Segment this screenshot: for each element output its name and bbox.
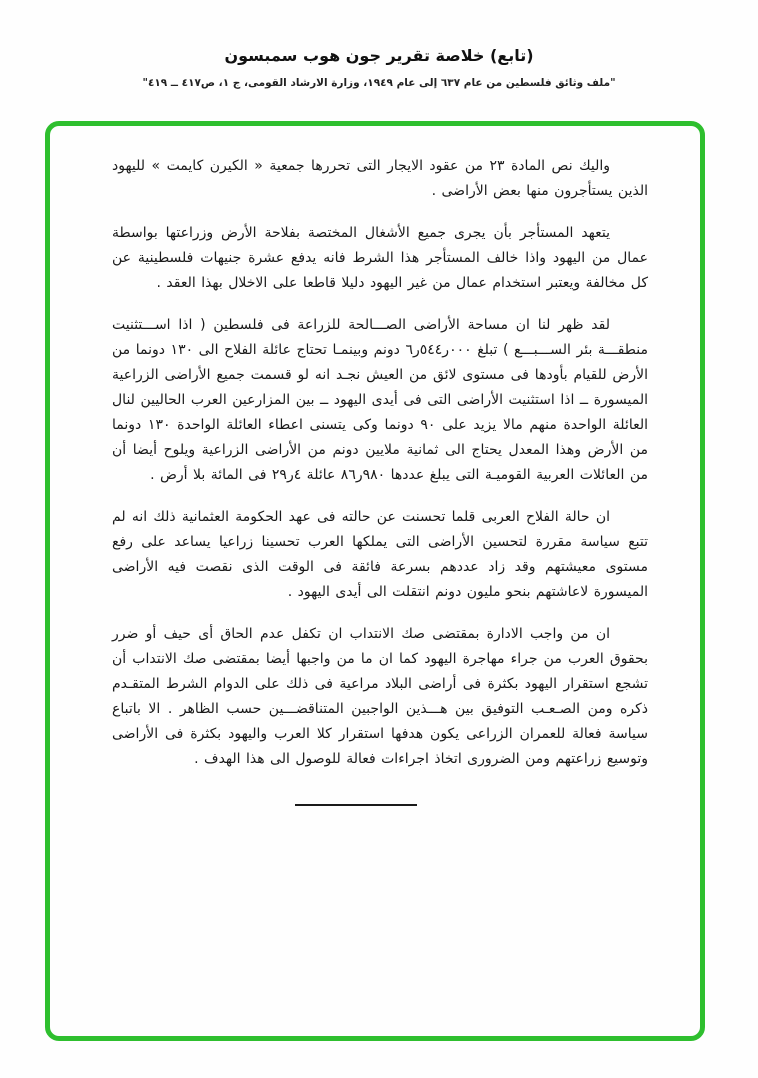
paragraph-mandate-duty: ان من واجب الادارة بمقتضى صك الانتداب ان تكفل عدم الحاق أى حيف أو ضرر بحقوق العرب من جراء مهاجرة اليهود كما ان ما من واجبها أيضا بمقتضى صك الانتداب أن تشجع استقرار اليهود بكثرة فى أراضى البلاد مراعية فى ذلك على الدوام الشرط المتقـدم ذكره ومن الصـعـب التوفيق بين هـــذين الواجبين المتناقضـــين حسب الظاهر . الا باتباع سياسة فعالة للعمران الزراعى يكون هدفها استقرار كلا العرب واليهود بكثرة فى الأراضى وتوسيع زراعتهم ومن الضرورى اتخاذ اجراءات فعالة للوصول الى هذا الهدف .: [112, 626, 648, 767]
source-citation: "ملف وثائق فلسطين من عام ٦٣٧ إلى عام ١٩٤٩، وزارة الارشاد القومى، ج ١، ص٤١٧ ــ ٤١٩": [142, 77, 616, 89]
document-title: (تابع) خلاصة تقرير جون هوب سمبسون: [224, 46, 534, 65]
end-divider: [295, 804, 417, 806]
paragraph-tenant-pledge: يتعهد المستأجر بأن يجرى جميع الأشغال المختصة بفلاحة الأرض وزراعتها بواسطة عمال من اليهود واذا خالف المستأجر هذا الشرط فانه يدفع عشرة جنيهات فلسطينية عن كل مخالفة ويعتبر استخدام عمال من غير اليهود دليلا قاطعا على الاخلال بهذا العقد .: [112, 225, 648, 291]
body-text: [50, 126, 700, 806]
paragraph-arable-land-area: لقد ظهر لنا ان مساحة الأراضى الصـــالحة للزراعة فى فلسطين ( اذا اســـتثنيت منطقـــة بئر الســـبـــع ) تبلغ ٠٠٠ر٥٤٤ر٦ دونم وبينمـا تحتاج عائلة الفلاح الى ١٣٠ دونما من الأرض للقيام بأودها فى مستوى لائق من العيش نجـد انه لو قسمت جميع الأراضى الزراعية الميسورة ــ اذا استثنيت الأراضى التى فى أيدى اليهود ــ بين المزارعين العرب الحاليين لنال العائلة الواحدة منهم مالا يزيد على ٩٠ دونما وكى يتسنى اعطاء العائلة الواحدة ١٣٠ دونما من الأرض وهذا المعدل يحتاج الى ثمانية ملايين دونم من الأراضى الزراعية ويلوح أيضا أن من العائلات العربية القوميـة التى يبلغ عددها ٩٨٠ر٨٦ عائلة ٤ر٢٩ فى المائة بلا أرض .: [112, 317, 649, 483]
document-header: [0, 0, 758, 89]
paragraph-arab-farmer-condition: ان حالة الفلاح العربى قلما تحسنت عن حالته فى عهد الحكومة العثمانية ذلك انه لم تتبع سياسة مقررة لتحسين الأراضى التى يملكها العرب تحسينا زراعيا يساعد على رفع مستوى معيشتهم وقد زاد عددهم بسرعة فائقة فى الوقت الذى نقصت فيه الأراضى الميسورة لاعاشتهم بنحو مليون دونم انتقلت الى أيدى اليهود .: [112, 509, 648, 600]
paragraph-lease-article: واليك نص المادة ٢٣ من عقود الايجار التى تحررها جمعية « الكيرن كايمت » لليهود الذين يستأجرون منها بعض الأراضى .: [112, 158, 648, 199]
content-frame: [45, 121, 705, 1041]
